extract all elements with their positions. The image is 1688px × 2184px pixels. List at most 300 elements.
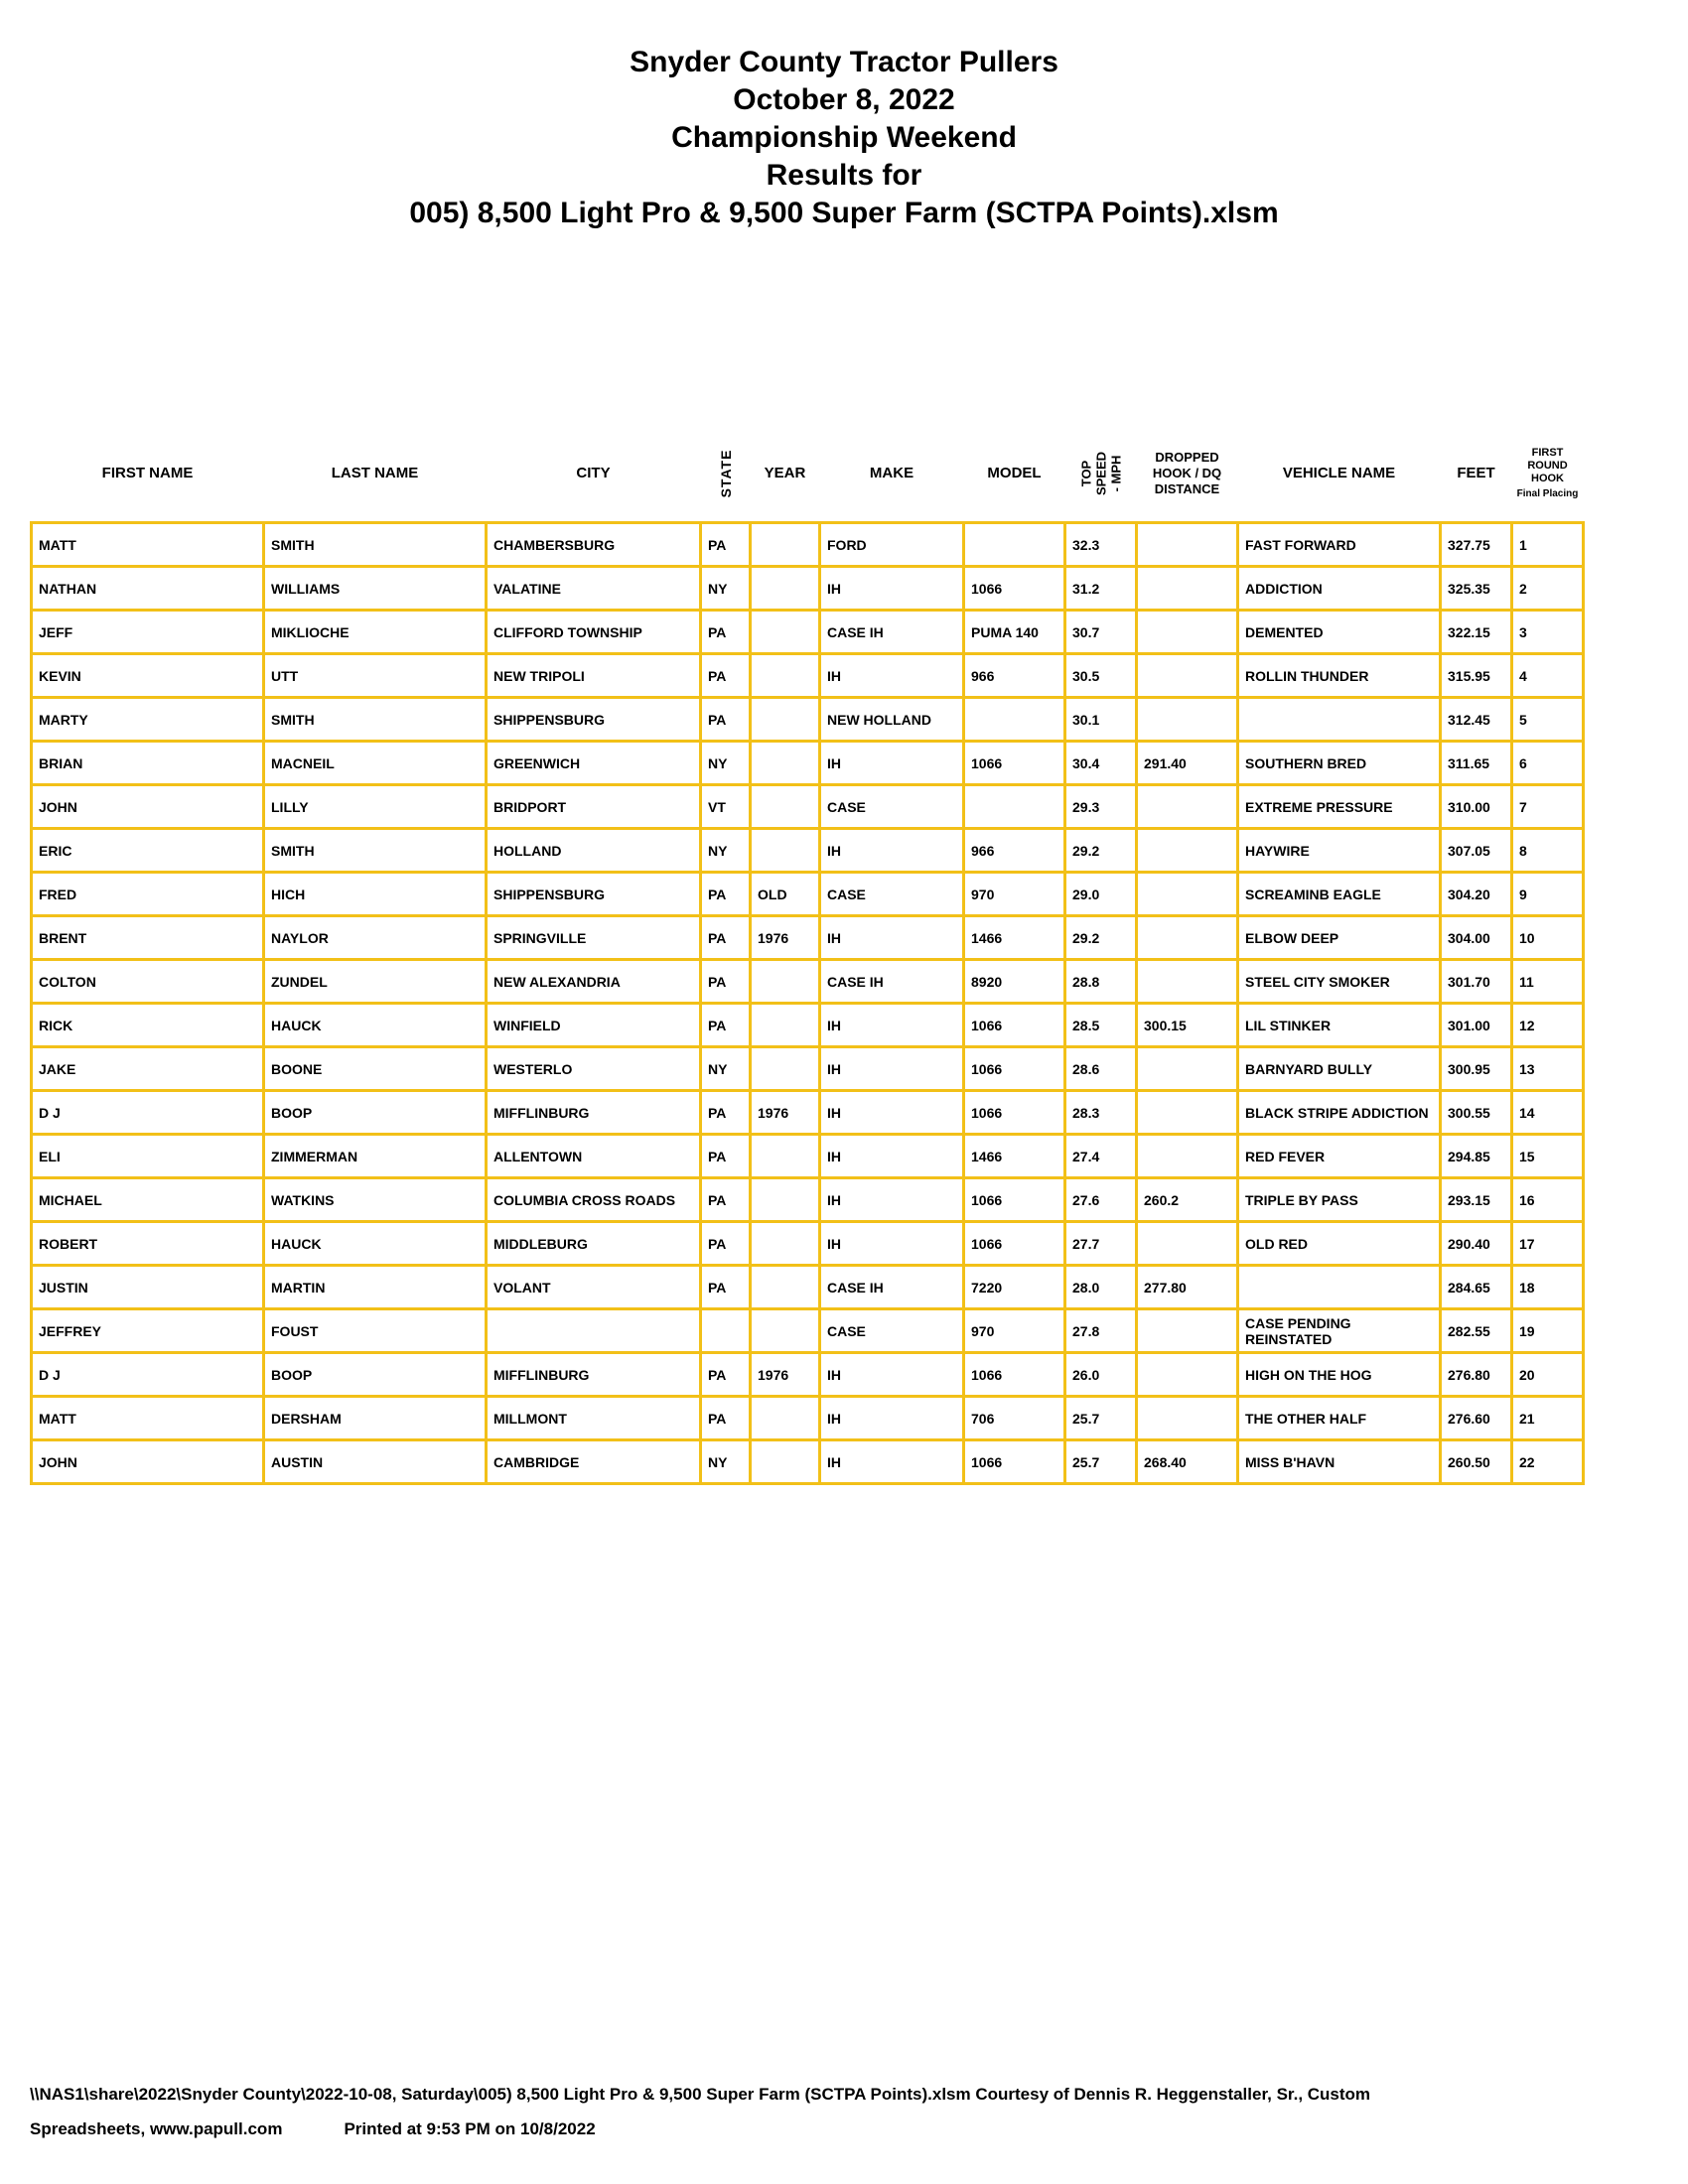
cell-vehicle-name: THE OTHER HALF bbox=[1238, 1397, 1441, 1440]
header-last-name: LAST NAME bbox=[331, 465, 419, 481]
cell-vehicle-name bbox=[1238, 1266, 1441, 1309]
cell-top-speed: 28.0 bbox=[1065, 1266, 1137, 1309]
results-table bbox=[30, 425, 1585, 1485]
footer-printed-line bbox=[30, 2112, 1668, 2146]
table-row bbox=[32, 523, 1584, 567]
cell-feet: 300.95 bbox=[1441, 1047, 1512, 1091]
cell-model: 7220 bbox=[964, 1266, 1065, 1309]
cell-make: IH bbox=[820, 742, 964, 785]
cell-top-speed: 30.4 bbox=[1065, 742, 1137, 785]
cell-placing: 19 bbox=[1512, 1309, 1584, 1353]
cell-top-speed: 29.2 bbox=[1065, 916, 1137, 960]
cell-make: CASE IH bbox=[820, 1266, 964, 1309]
cell-vehicle-name: BLACK STRIPE ADDICTION bbox=[1238, 1091, 1441, 1135]
cell-last-name: HAUCK bbox=[264, 1004, 487, 1047]
cell-city: GREENWICH bbox=[487, 742, 701, 785]
cell-feet: 282.55 bbox=[1441, 1309, 1512, 1353]
cell-placing: 17 bbox=[1512, 1222, 1584, 1266]
cell-year bbox=[751, 654, 820, 698]
cell-first-name: NATHAN bbox=[32, 567, 264, 611]
cell-feet: 260.50 bbox=[1441, 1440, 1512, 1484]
cell-feet: 325.35 bbox=[1441, 567, 1512, 611]
cell-feet: 284.65 bbox=[1441, 1266, 1512, 1309]
cell-feet: 301.00 bbox=[1441, 1004, 1512, 1047]
cell-make: CASE bbox=[820, 873, 964, 916]
cell-vehicle-name: ELBOW DEEP bbox=[1238, 916, 1441, 960]
cell-first-name: BRIAN bbox=[32, 742, 264, 785]
cell-top-speed: 25.7 bbox=[1065, 1397, 1137, 1440]
cell-first-name: JEFFREY bbox=[32, 1309, 264, 1353]
table-row bbox=[32, 1047, 1584, 1091]
cell-top-speed: 29.0 bbox=[1065, 873, 1137, 916]
cell-make: IH bbox=[820, 1178, 964, 1222]
cell-city: SHIPPENSBURG bbox=[487, 873, 701, 916]
cell-dropped-hook bbox=[1137, 523, 1238, 567]
table-row bbox=[32, 742, 1584, 785]
cell-model: 1066 bbox=[964, 1222, 1065, 1266]
cell-placing: 12 bbox=[1512, 1004, 1584, 1047]
cell-make: FORD bbox=[820, 523, 964, 567]
cell-year: 1976 bbox=[751, 916, 820, 960]
cell-year bbox=[751, 523, 820, 567]
table-row bbox=[32, 1091, 1584, 1135]
cell-model bbox=[964, 523, 1065, 567]
cell-first-name: MATT bbox=[32, 1397, 264, 1440]
cell-model: 1066 bbox=[964, 1047, 1065, 1091]
cell-make: IH bbox=[820, 916, 964, 960]
table-row bbox=[32, 1222, 1584, 1266]
cell-feet: 307.05 bbox=[1441, 829, 1512, 873]
cell-state: PA bbox=[701, 960, 751, 1004]
cell-dropped-hook: 260.2 bbox=[1137, 1178, 1238, 1222]
cell-state: PA bbox=[701, 523, 751, 567]
cell-state: PA bbox=[701, 916, 751, 960]
cell-year: 1976 bbox=[751, 1353, 820, 1397]
cell-top-speed: 27.4 bbox=[1065, 1135, 1137, 1178]
cell-placing: 3 bbox=[1512, 611, 1584, 654]
cell-first-name: D J bbox=[32, 1091, 264, 1135]
cell-dropped-hook: 277.80 bbox=[1137, 1266, 1238, 1309]
cell-placing: 18 bbox=[1512, 1266, 1584, 1309]
cell-top-speed: 28.5 bbox=[1065, 1004, 1137, 1047]
title-filename: 005) 8,500 Light Pro & 9,500 Super Farm (SCTPA Points).xlsm bbox=[409, 197, 1279, 229]
cell-model: 8920 bbox=[964, 960, 1065, 1004]
cell-last-name: ZUNDEL bbox=[264, 960, 487, 1004]
table-row bbox=[32, 654, 1584, 698]
cell-state: NY bbox=[701, 1440, 751, 1484]
cell-top-speed: 29.3 bbox=[1065, 785, 1137, 829]
cell-make: NEW HOLLAND bbox=[820, 698, 964, 742]
cell-top-speed: 25.7 bbox=[1065, 1440, 1137, 1484]
cell-city: VALATINE bbox=[487, 567, 701, 611]
cell-city: WINFIELD bbox=[487, 1004, 701, 1047]
cell-vehicle-name bbox=[1238, 698, 1441, 742]
cell-last-name: NAYLOR bbox=[264, 916, 487, 960]
header-model: MODEL bbox=[987, 465, 1042, 481]
table-row bbox=[32, 1353, 1584, 1397]
header-vehicle-name: VEHICLE NAME bbox=[1282, 465, 1396, 481]
cell-city: NEW ALEXANDRIA bbox=[487, 960, 701, 1004]
cell-state: VT bbox=[701, 785, 751, 829]
cell-make: IH bbox=[820, 567, 964, 611]
table-row bbox=[32, 873, 1584, 916]
cell-placing: 16 bbox=[1512, 1178, 1584, 1222]
cell-last-name: MARTIN bbox=[264, 1266, 487, 1309]
cell-city: MILLMONT bbox=[487, 1397, 701, 1440]
cell-placing: 15 bbox=[1512, 1135, 1584, 1178]
cell-model: 1066 bbox=[964, 567, 1065, 611]
cell-first-name: ROBERT bbox=[32, 1222, 264, 1266]
cell-feet: 276.80 bbox=[1441, 1353, 1512, 1397]
cell-city: CAMBRIDGE bbox=[487, 1440, 701, 1484]
cell-dropped-hook bbox=[1137, 1397, 1238, 1440]
cell-top-speed: 31.2 bbox=[1065, 567, 1137, 611]
cell-state: PA bbox=[701, 1135, 751, 1178]
cell-first-name: KEVIN bbox=[32, 654, 264, 698]
cell-vehicle-name: ROLLIN THUNDER bbox=[1238, 654, 1441, 698]
cell-year bbox=[751, 829, 820, 873]
cell-top-speed: 26.0 bbox=[1065, 1353, 1137, 1397]
cell-feet: 301.70 bbox=[1441, 960, 1512, 1004]
cell-state: PA bbox=[701, 1178, 751, 1222]
cell-model: 970 bbox=[964, 1309, 1065, 1353]
cell-vehicle-name: RED FEVER bbox=[1238, 1135, 1441, 1178]
cell-dropped-hook bbox=[1137, 698, 1238, 742]
cell-model: PUMA 140 bbox=[964, 611, 1065, 654]
footer-path-line: \\NAS1\share\2022\Snyder County\2022-10-08, Saturday\005) 8,500 Light Pro & 9,500 Super Farm (SCTPA Points).xlsm Courtesy of Dennis R. Heggenstaller, Sr., Custom bbox=[30, 2085, 1371, 2104]
cell-model: 966 bbox=[964, 654, 1065, 698]
cell-feet: 312.45 bbox=[1441, 698, 1512, 742]
cell-dropped-hook bbox=[1137, 567, 1238, 611]
cell-dropped-hook bbox=[1137, 1309, 1238, 1353]
title-results-for: Results for bbox=[766, 159, 922, 192]
cell-city: COLUMBIA CROSS ROADS bbox=[487, 1178, 701, 1222]
cell-top-speed: 28.3 bbox=[1065, 1091, 1137, 1135]
cell-first-name: JUSTIN bbox=[32, 1266, 264, 1309]
cell-placing: 22 bbox=[1512, 1440, 1584, 1484]
cell-dropped-hook bbox=[1137, 960, 1238, 1004]
cell-state: PA bbox=[701, 698, 751, 742]
header-city: CITY bbox=[576, 465, 611, 481]
cell-dropped-hook bbox=[1137, 829, 1238, 873]
cell-city: HOLLAND bbox=[487, 829, 701, 873]
cell-top-speed: 30.5 bbox=[1065, 654, 1137, 698]
table-row bbox=[32, 567, 1584, 611]
cell-dropped-hook bbox=[1137, 873, 1238, 916]
cell-feet: 300.55 bbox=[1441, 1091, 1512, 1135]
cell-year bbox=[751, 1309, 820, 1353]
cell-last-name: HICH bbox=[264, 873, 487, 916]
cell-top-speed: 30.1 bbox=[1065, 698, 1137, 742]
cell-dropped-hook bbox=[1137, 1353, 1238, 1397]
cell-make: IH bbox=[820, 654, 964, 698]
header-state: STATE bbox=[717, 449, 734, 497]
cell-state: PA bbox=[701, 1004, 751, 1047]
cell-placing: 2 bbox=[1512, 567, 1584, 611]
cell-vehicle-name: LIL STINKER bbox=[1238, 1004, 1441, 1047]
cell-placing: 21 bbox=[1512, 1397, 1584, 1440]
cell-dropped-hook bbox=[1137, 916, 1238, 960]
cell-model: 706 bbox=[964, 1397, 1065, 1440]
cell-feet: 311.65 bbox=[1441, 742, 1512, 785]
cell-year bbox=[751, 1004, 820, 1047]
cell-first-name: FRED bbox=[32, 873, 264, 916]
results-tbody bbox=[32, 523, 1584, 1484]
cell-placing: 11 bbox=[1512, 960, 1584, 1004]
cell-state: PA bbox=[701, 611, 751, 654]
cell-make: IH bbox=[820, 1353, 964, 1397]
cell-year bbox=[751, 742, 820, 785]
cell-make: CASE bbox=[820, 1309, 964, 1353]
cell-last-name: ZIMMERMAN bbox=[264, 1135, 487, 1178]
cell-make: IH bbox=[820, 1397, 964, 1440]
cell-dropped-hook bbox=[1137, 1047, 1238, 1091]
cell-dropped-hook bbox=[1137, 1091, 1238, 1135]
cell-state: PA bbox=[701, 873, 751, 916]
cell-feet: 293.15 bbox=[1441, 1178, 1512, 1222]
cell-placing: 20 bbox=[1512, 1353, 1584, 1397]
cell-state: NY bbox=[701, 1047, 751, 1091]
cell-placing: 9 bbox=[1512, 873, 1584, 916]
title-date: October 8, 2022 bbox=[733, 83, 955, 116]
cell-vehicle-name: TRIPLE BY PASS bbox=[1238, 1178, 1441, 1222]
cell-first-name: JOHN bbox=[32, 785, 264, 829]
cell-year bbox=[751, 1135, 820, 1178]
cell-vehicle-name: FAST FORWARD bbox=[1238, 523, 1441, 567]
cell-vehicle-name: MISS B'HAVN bbox=[1238, 1440, 1441, 1484]
cell-last-name: AUSTIN bbox=[264, 1440, 487, 1484]
cell-feet: 304.20 bbox=[1441, 873, 1512, 916]
cell-last-name: SMITH bbox=[264, 829, 487, 873]
cell-vehicle-name: BARNYARD BULLY bbox=[1238, 1047, 1441, 1091]
cell-dropped-hook: 291.40 bbox=[1137, 742, 1238, 785]
title-event: Championship Weekend bbox=[671, 121, 1017, 154]
cell-placing: 10 bbox=[1512, 916, 1584, 960]
cell-vehicle-name: HAYWIRE bbox=[1238, 829, 1441, 873]
cell-first-name: JOHN bbox=[32, 1440, 264, 1484]
table-row bbox=[32, 916, 1584, 960]
cell-dropped-hook bbox=[1137, 1222, 1238, 1266]
cell-make: CASE IH bbox=[820, 960, 964, 1004]
cell-year bbox=[751, 1222, 820, 1266]
cell-city: CLIFFORD TOWNSHIP bbox=[487, 611, 701, 654]
cell-first-name: MICHAEL bbox=[32, 1178, 264, 1222]
cell-first-name: D J bbox=[32, 1353, 264, 1397]
table-row bbox=[32, 960, 1584, 1004]
footer-printed-text: Printed at 9:53 PM on 10/8/2022 bbox=[344, 2119, 596, 2138]
cell-placing: 4 bbox=[1512, 654, 1584, 698]
cell-vehicle-name: CASE PENDING REINSTATED bbox=[1238, 1309, 1441, 1353]
cell-make: CASE IH bbox=[820, 611, 964, 654]
table-row bbox=[32, 1397, 1584, 1440]
cell-year bbox=[751, 1440, 820, 1484]
cell-dropped-hook bbox=[1137, 785, 1238, 829]
cell-year bbox=[751, 1397, 820, 1440]
cell-feet: 315.95 bbox=[1441, 654, 1512, 698]
cell-make: IH bbox=[820, 1091, 964, 1135]
cell-year bbox=[751, 698, 820, 742]
cell-vehicle-name: SCREAMINB EAGLE bbox=[1238, 873, 1441, 916]
table-row bbox=[32, 829, 1584, 873]
cell-model: 1466 bbox=[964, 1135, 1065, 1178]
cell-make: CASE bbox=[820, 785, 964, 829]
document-title-block bbox=[0, 44, 1688, 232]
cell-first-name: BRENT bbox=[32, 916, 264, 960]
header-dropped-hook: DROPPED HOOK / DQ DISTANCE bbox=[1152, 449, 1222, 496]
cell-city: SPRINGVILLE bbox=[487, 916, 701, 960]
cell-top-speed: 29.2 bbox=[1065, 829, 1137, 873]
header-top-speed: TOP SPEED - MPH bbox=[1078, 451, 1123, 495]
cell-city: NEW TRIPOLI bbox=[487, 654, 701, 698]
header-first-round-hook: FIRST ROUND HOOK Final Placing bbox=[1512, 425, 1584, 523]
cell-state: PA bbox=[701, 1397, 751, 1440]
cell-top-speed: 27.8 bbox=[1065, 1309, 1137, 1353]
cell-first-name: MARTY bbox=[32, 698, 264, 742]
cell-model: 966 bbox=[964, 829, 1065, 873]
cell-feet: 310.00 bbox=[1441, 785, 1512, 829]
cell-state: NY bbox=[701, 829, 751, 873]
table-row bbox=[32, 1135, 1584, 1178]
cell-city: MIDDLEBURG bbox=[487, 1222, 701, 1266]
cell-state: PA bbox=[701, 654, 751, 698]
cell-model bbox=[964, 785, 1065, 829]
cell-last-name: WILLIAMS bbox=[264, 567, 487, 611]
cell-dropped-hook: 300.15 bbox=[1137, 1004, 1238, 1047]
cell-model: 1466 bbox=[964, 916, 1065, 960]
cell-first-name: COLTON bbox=[32, 960, 264, 1004]
results-header-row bbox=[32, 425, 1584, 523]
cell-vehicle-name: ADDICTION bbox=[1238, 567, 1441, 611]
cell-state bbox=[701, 1309, 751, 1353]
cell-dropped-hook bbox=[1137, 1135, 1238, 1178]
cell-first-name: MATT bbox=[32, 523, 264, 567]
header-make: MAKE bbox=[869, 465, 914, 481]
cell-dropped-hook bbox=[1137, 654, 1238, 698]
cell-last-name: SMITH bbox=[264, 523, 487, 567]
cell-last-name: BOOP bbox=[264, 1353, 487, 1397]
cell-city: MIFFLINBURG bbox=[487, 1091, 701, 1135]
cell-vehicle-name: OLD RED bbox=[1238, 1222, 1441, 1266]
cell-year: 1976 bbox=[751, 1091, 820, 1135]
table-row bbox=[32, 698, 1584, 742]
cell-dropped-hook: 268.40 bbox=[1137, 1440, 1238, 1484]
cell-city: SHIPPENSBURG bbox=[487, 698, 701, 742]
table-row bbox=[32, 1309, 1584, 1353]
cell-year bbox=[751, 1178, 820, 1222]
cell-year bbox=[751, 1266, 820, 1309]
cell-state: PA bbox=[701, 1353, 751, 1397]
cell-vehicle-name: HIGH ON THE HOG bbox=[1238, 1353, 1441, 1397]
cell-model: 1066 bbox=[964, 1004, 1065, 1047]
cell-placing: 13 bbox=[1512, 1047, 1584, 1091]
cell-last-name: BOOP bbox=[264, 1091, 487, 1135]
table-row bbox=[32, 1266, 1584, 1309]
header-final-placing: Final Placing bbox=[1516, 487, 1579, 499]
cell-model: 1066 bbox=[964, 1353, 1065, 1397]
cell-last-name: UTT bbox=[264, 654, 487, 698]
cell-vehicle-name: STEEL CITY SMOKER bbox=[1238, 960, 1441, 1004]
cell-make: IH bbox=[820, 1135, 964, 1178]
cell-model: 1066 bbox=[964, 1091, 1065, 1135]
cell-state: PA bbox=[701, 1266, 751, 1309]
cell-first-name: ELI bbox=[32, 1135, 264, 1178]
cell-top-speed: 30.7 bbox=[1065, 611, 1137, 654]
cell-make: IH bbox=[820, 829, 964, 873]
cell-placing: 6 bbox=[1512, 742, 1584, 785]
cell-vehicle-name: EXTREME PRESSURE bbox=[1238, 785, 1441, 829]
cell-last-name: DERSHAM bbox=[264, 1397, 487, 1440]
cell-last-name: HAUCK bbox=[264, 1222, 487, 1266]
cell-first-name: JEFF bbox=[32, 611, 264, 654]
cell-placing: 7 bbox=[1512, 785, 1584, 829]
cell-vehicle-name: SOUTHERN BRED bbox=[1238, 742, 1441, 785]
cell-make: IH bbox=[820, 1047, 964, 1091]
cell-city: CHAMBERSBURG bbox=[487, 523, 701, 567]
cell-city bbox=[487, 1309, 701, 1353]
cell-last-name: WATKINS bbox=[264, 1178, 487, 1222]
cell-make: IH bbox=[820, 1004, 964, 1047]
cell-last-name: MIKLIOCHE bbox=[264, 611, 487, 654]
cell-last-name: FOUST bbox=[264, 1309, 487, 1353]
cell-placing: 5 bbox=[1512, 698, 1584, 742]
cell-make: IH bbox=[820, 1222, 964, 1266]
cell-year bbox=[751, 567, 820, 611]
cell-model: 970 bbox=[964, 873, 1065, 916]
cell-first-name: RICK bbox=[32, 1004, 264, 1047]
table-row bbox=[32, 1178, 1584, 1222]
cell-last-name: SMITH bbox=[264, 698, 487, 742]
cell-last-name: LILLY bbox=[264, 785, 487, 829]
cell-year bbox=[751, 1047, 820, 1091]
cell-state: NY bbox=[701, 742, 751, 785]
cell-feet: 304.00 bbox=[1441, 916, 1512, 960]
cell-city: WESTERLO bbox=[487, 1047, 701, 1091]
header-feet: FEET bbox=[1457, 465, 1495, 481]
cell-top-speed: 28.6 bbox=[1065, 1047, 1137, 1091]
cell-last-name: MACNEIL bbox=[264, 742, 487, 785]
header-first-name: FIRST NAME bbox=[101, 465, 194, 481]
cell-placing: 8 bbox=[1512, 829, 1584, 873]
cell-first-name: JAKE bbox=[32, 1047, 264, 1091]
table-row bbox=[32, 785, 1584, 829]
table-row bbox=[32, 611, 1584, 654]
cell-feet: 327.75 bbox=[1441, 523, 1512, 567]
table-row bbox=[32, 1004, 1584, 1047]
cell-model bbox=[964, 698, 1065, 742]
cell-state: PA bbox=[701, 1091, 751, 1135]
cell-city: ALLENTOWN bbox=[487, 1135, 701, 1178]
cell-model: 1066 bbox=[964, 1440, 1065, 1484]
cell-make: IH bbox=[820, 1440, 964, 1484]
cell-year: OLD bbox=[751, 873, 820, 916]
cell-city: BRIDPORT bbox=[487, 785, 701, 829]
cell-feet: 276.60 bbox=[1441, 1397, 1512, 1440]
header-year: YEAR bbox=[764, 465, 806, 481]
footer bbox=[30, 2077, 1668, 2146]
cell-top-speed: 27.6 bbox=[1065, 1178, 1137, 1222]
cell-year bbox=[751, 960, 820, 1004]
cell-first-name: ERIC bbox=[32, 829, 264, 873]
cell-vehicle-name: DEMENTED bbox=[1238, 611, 1441, 654]
cell-placing: 1 bbox=[1512, 523, 1584, 567]
cell-top-speed: 27.7 bbox=[1065, 1222, 1137, 1266]
cell-state: PA bbox=[701, 1222, 751, 1266]
cell-model: 1066 bbox=[964, 1178, 1065, 1222]
cell-placing: 14 bbox=[1512, 1091, 1584, 1135]
cell-top-speed: 32.3 bbox=[1065, 523, 1137, 567]
cell-model: 1066 bbox=[964, 742, 1065, 785]
cell-dropped-hook bbox=[1137, 611, 1238, 654]
